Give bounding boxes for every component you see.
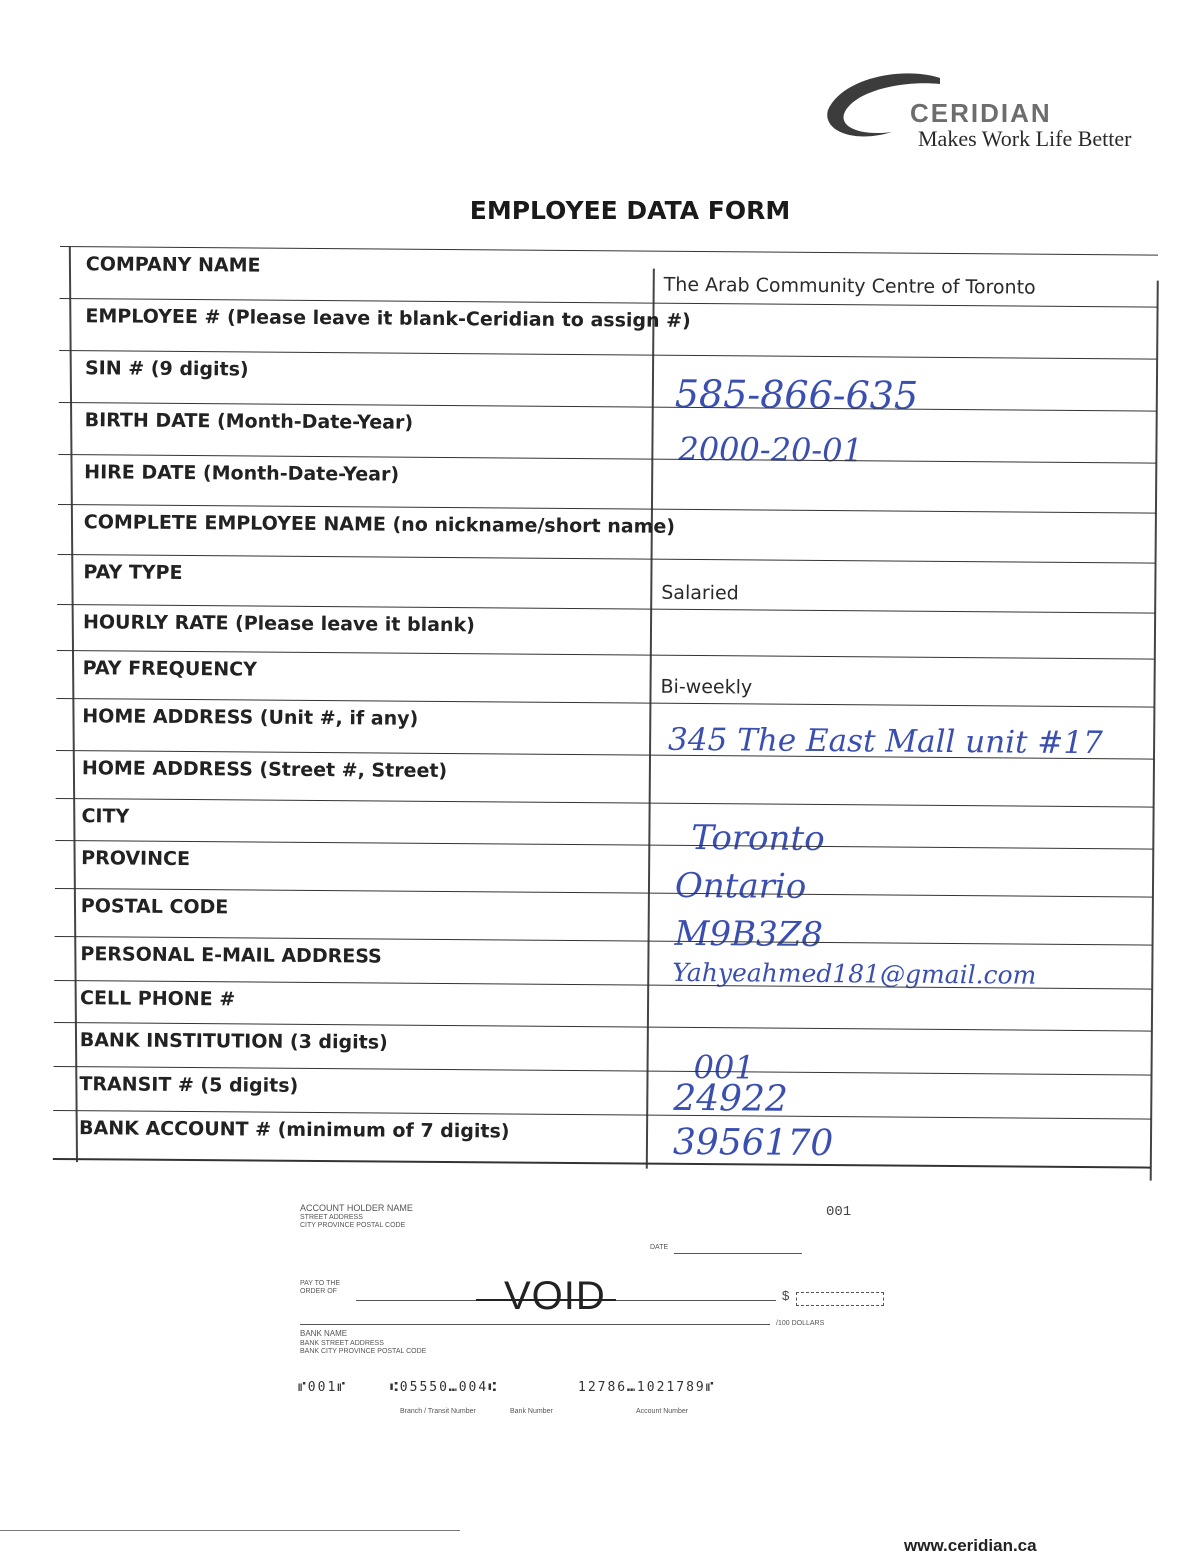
field-label: PROVINCE: [81, 847, 191, 871]
cheque-bank-name: BANK NAME: [300, 1329, 348, 1338]
field-label: COMPANY NAME: [85, 253, 261, 277]
form-row-employee-number: [59, 298, 1157, 358]
field-value: 3956170: [672, 1121, 834, 1165]
logo-brand: CERIDIAN: [910, 98, 1052, 128]
form-row-home-address-unit: [56, 698, 1154, 762]
micr-label-account: Account Number: [636, 1408, 689, 1415]
cheque-holder-city: CITY PROVINCE POSTAL CODE: [300, 1222, 406, 1229]
field-value: Salaried: [661, 581, 739, 605]
field-label: HOME ADDRESS (Unit #, if any): [82, 705, 419, 730]
field-value: 24922: [673, 1077, 789, 1120]
field-label: POSTAL CODE: [80, 895, 229, 919]
cheque-date-label: DATE: [650, 1244, 669, 1251]
micr-cheque-number: ⑈001⑈: [298, 1380, 348, 1395]
cheque-number: 001: [826, 1204, 852, 1220]
field-label: PAY FREQUENCY: [82, 657, 257, 681]
field-label: BANK INSTITUTION (3 digits): [79, 1029, 388, 1054]
form-row-sin: [59, 350, 1157, 418]
cheque-holder-street: STREET ADDRESS: [300, 1214, 363, 1221]
micr-label-bank: Bank Number: [510, 1408, 553, 1415]
field-value: 2000-20-01: [678, 429, 864, 470]
field-value: M9B3Z8: [674, 913, 824, 956]
micr-account-number: 12786⑉1021789⑈: [578, 1380, 716, 1395]
field-value: 345 The East Mall unit #17: [667, 721, 1103, 762]
employee-data-table: [53, 246, 1160, 1175]
micr-transit-bank: ⑆05550⑉004⑆: [390, 1380, 499, 1395]
field-value: 585-866-635: [674, 371, 919, 418]
footer-url: www.ceridian.ca: [904, 1536, 1037, 1555]
cheque-holder-name: ACCOUNT HOLDER NAME: [300, 1203, 413, 1213]
field-value: 001: [693, 1048, 755, 1087]
field-label: BIRTH DATE (Month-Date-Year): [84, 409, 414, 434]
field-label: BANK ACCOUNT # (minimum of 7 digits): [78, 1117, 510, 1143]
form-row-bank-account: [53, 1110, 1151, 1170]
field-label: EMPLOYEE # (Please leave it blank-Ceridian to assign #): [85, 305, 691, 332]
micr-label-transit: Branch / Transit Number: [400, 1408, 476, 1415]
field-label: COMPLETE EMPLOYEE NAME (no nickname/short name): [83, 511, 676, 538]
footer-divider: [0, 1530, 460, 1531]
ceridian-logo: [822, 70, 1172, 160]
field-value: Bi-weekly: [660, 675, 753, 699]
currency-symbol: $: [782, 1288, 790, 1303]
form-title: EMPLOYEE DATA FORM: [469, 196, 791, 225]
field-label: SIN # (9 digits): [84, 357, 249, 381]
cheque-amount-words-line: [300, 1324, 770, 1325]
form-row-birth-date: [58, 402, 1156, 470]
field-value: Ontario: [674, 865, 807, 907]
cheque-bank-city: BANK CITY PROVINCE POSTAL CODE: [300, 1348, 427, 1355]
form-row-company-name: [60, 246, 1158, 306]
cheque-date-line: [674, 1253, 802, 1254]
void-stamp: VOID: [504, 1274, 606, 1318]
cheque-amount-box: [796, 1292, 884, 1306]
field-label: CITY: [81, 805, 130, 828]
field-label: CELL PHONE #: [80, 987, 236, 1011]
logo-tagline: Makes Work Life Better: [918, 126, 1132, 151]
field-label: PERSONAL E-MAIL ADDRESS: [80, 943, 382, 968]
cheque-bank-street: BANK STREET ADDRESS: [300, 1340, 384, 1347]
field-label: PAY TYPE: [83, 561, 183, 584]
cheque-pay-to-label: PAY TO THE: [300, 1280, 341, 1287]
cheque-order-of-label: ORDER OF: [300, 1288, 337, 1295]
cheque-dollars-label: /100 DOLLARS: [776, 1320, 825, 1327]
sample-void-cheque: [296, 1198, 916, 1438]
field-value: Yahyeahmed181@gmail.com: [672, 957, 1037, 990]
field-value: The Arab Community Centre of Toronto: [663, 273, 1036, 299]
field-label: HOME ADDRESS (Street #, Street): [81, 757, 448, 783]
field-label: HOURLY RATE (Please leave it blank): [82, 611, 475, 637]
field-label: HIRE DATE (Month-Date-Year): [84, 461, 400, 486]
field-value: Toronto: [691, 817, 825, 860]
field-label: TRANSIT # (5 digits): [79, 1073, 299, 1097]
